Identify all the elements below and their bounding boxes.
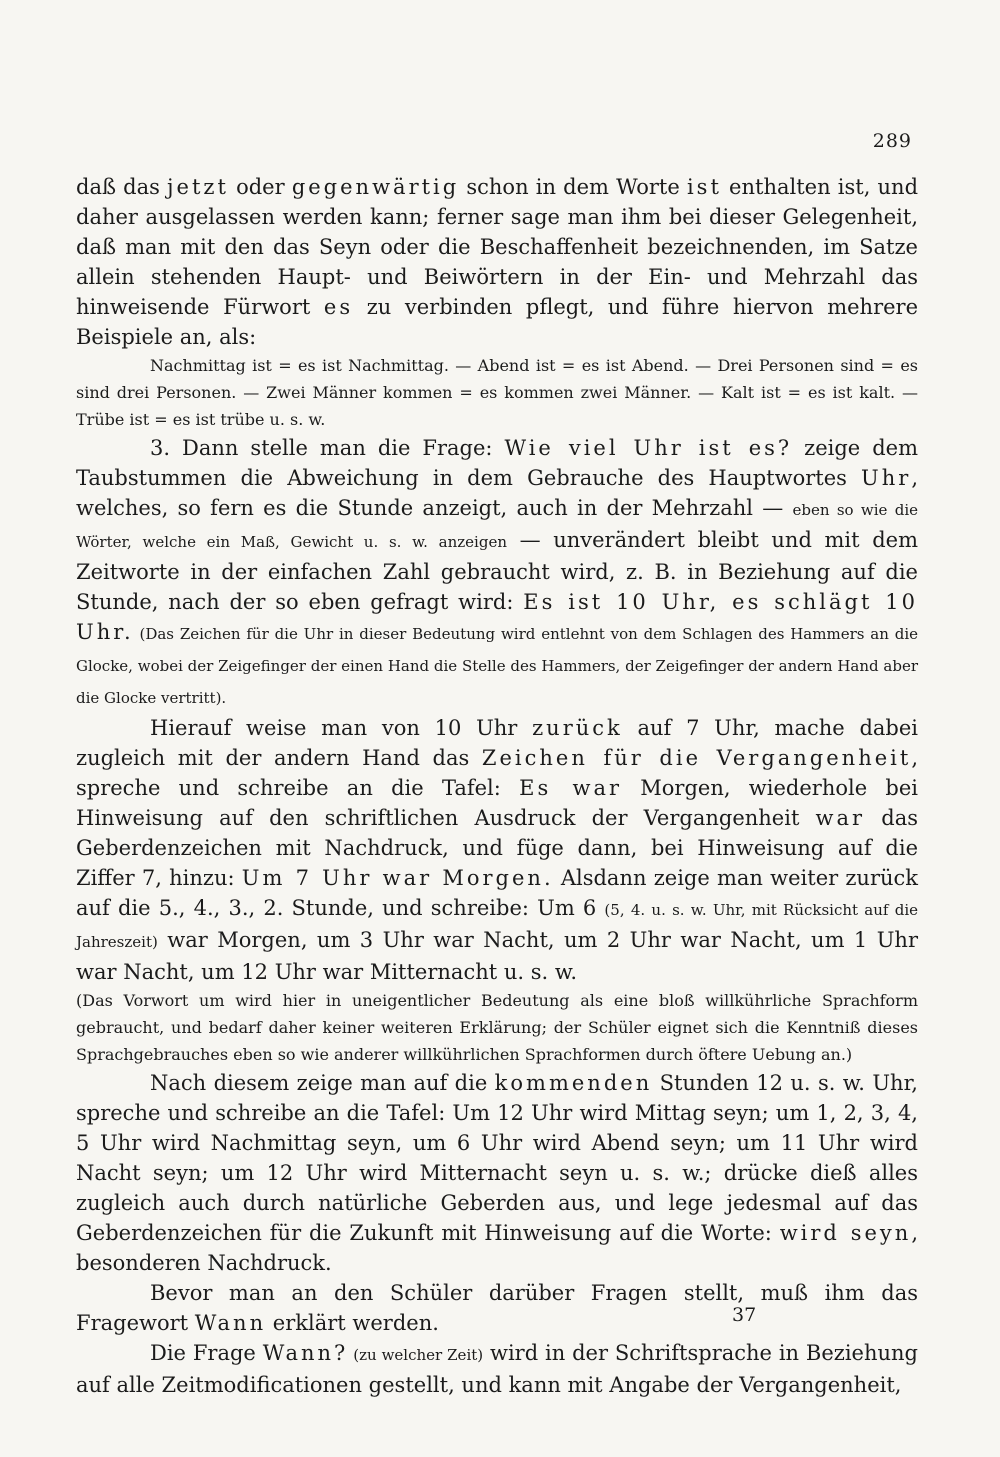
text-run: ; drücke dieß alles zugleich auch durch natürliche Geberden aus, und lege jedesmal auf das Geberdenzeichen für die Zukunft mit Hinweisung auf die Worte:	[76, 1161, 919, 1245]
text-run: zeige dem Taubstummen die Abweichung in dem Gebrauche des Hauptwortes	[76, 436, 919, 490]
small-insert: (Das Zeichen für die Uhr in dieser Bedeutung wird entlehnt von dem Schlagen des Hammers an die Glocke, wobei der Zeigefinger der einen Hand die Stelle des Hammers, der Zeigefinger der andern Hand aber die Glocke vertritt).	[76, 625, 918, 707]
page-body	[76, 172, 918, 1400]
spaced-emphasis: Zeichen für die Vergangenheit	[481, 746, 912, 770]
spaced-emphasis: Wie viel Uhr ist es?	[504, 436, 793, 460]
text-run: — unverändert bleibt und mit dem Zeitworte in der einfachen Zahl gebraucht wird, z. B. in Beziehung auf die Stunde, nach der so eben gefragt wird:	[76, 528, 918, 614]
small-insert: eben so wie die Wörter, welche ein Maß, Gewicht u. s. w. anzeigen	[76, 501, 918, 551]
spaced-emphasis: es	[323, 295, 354, 319]
text-run: war Morgen, um 3 Uhr war Nacht, um 2 Uhr war Nacht, um 1 Uhr war Nacht, um 12 Uhr war Mitternacht u. s. w.	[76, 928, 918, 984]
text-run: Die Frage	[150, 1341, 263, 1365]
text-run: wird in der Schriftsprache in Beziehung auf alle Zeitmodificationen gestellt, und kann mit Angabe der Vergangenheit,	[76, 1341, 918, 1397]
text-run: Hierauf weise man von 10 Uhr	[150, 716, 533, 740]
paragraph-5-note: (Das Vorwort um wird hier in uneigentlicher Bedeutung als eine bloß willkührliche Sprachform gebraucht, und bedarf daher keiner weiteren Erklärung; der Schüler eignet sich die Kenntniß dieses Sprachgebrauches eben so wie anderer willkührlichen Sprachformen durch öftere Uebung an.)	[76, 991, 918, 1064]
text-run: Stunden 12 u. s. w. Uhr, spreche und schreibe an die Tafel:	[76, 1071, 918, 1125]
spaced-emphasis: kommenden	[494, 1071, 653, 1095]
small-insert: (zu welcher Zeit)	[348, 1346, 484, 1364]
text-run: , spreche und schreibe an die Tafel:	[76, 746, 918, 800]
text-run: , besonderen Nachdruck.	[76, 1221, 918, 1275]
paragraph-6	[76, 1068, 918, 1278]
spaced-emphasis: jetzt	[167, 175, 229, 199]
text-run: , welches, so fern es die Stunde anzeigt, auch in der Mehrzahl —	[76, 466, 918, 520]
page-number: 289	[872, 130, 912, 152]
emphasis-run: Um 12 Uhr wird Mittag seyn; um 1, 2, 3, 4, 5 Uhr wird Nachmittag seyn, um 6 Uhr wird Abend seyn; um 11 Uhr wird Nacht seyn; um 12 Uhr wird Mitternacht seyn u. s. w.	[76, 1101, 918, 1185]
paragraph-2-examples: Nachmittag ist = es ist Nachmittag. — Abend ist = es ist Abend. — Drei Personen sind = es sind drei Personen. — Zwei Männer kommen = es kommen zwei Männer. — Kalt ist = es ist kalt. — Trübe ist = es ist trübe u. s. w.	[76, 356, 918, 429]
spaced-emphasis: Es ist 10 Uhr, es schlägt 10 Uhr.	[76, 590, 918, 644]
text-run: das Geberdenzeichen mit Nachdruck, und füge dann, bei Hinweisung auf die Ziffer 7, hinzu:	[76, 806, 918, 890]
text-run: 3. Dann stelle man die Frage:	[150, 436, 505, 460]
paragraph-8	[76, 1338, 918, 1400]
small-insert: (5, 4. u. s. w. Uhr, mit Rücksicht auf die Jahreszeit)	[76, 901, 918, 951]
spaced-emphasis: Uhr	[861, 466, 912, 490]
spaced-emphasis: zurück	[532, 716, 623, 740]
text-run: Nach diesem zeige man auf die	[150, 1071, 495, 1095]
text-run: Alsdann zeige man weiter zurück auf die 5., 4., 3., 2. Stunde, und schreibe: Um 6	[76, 866, 919, 920]
spaced-emphasis: Wann	[194, 1311, 267, 1335]
paragraph-7	[76, 1278, 918, 1338]
text-run: auf 7 Uhr, mache dabei zugleich mit der andern Hand das	[76, 716, 918, 770]
spaced-emphasis: gegenwärtig	[291, 175, 460, 199]
signature-mark: 37	[732, 1304, 757, 1326]
spaced-emphasis: ist	[686, 175, 722, 199]
spaced-emphasis: Es war	[519, 776, 623, 800]
paragraph-4	[76, 713, 918, 987]
text-run: daß das	[76, 175, 168, 199]
text-run: oder	[228, 175, 292, 199]
spaced-emphasis: Um 7 Uhr war Morgen.	[241, 866, 554, 890]
text-run: erklärt werden.	[266, 1311, 439, 1335]
spaced-emphasis: wird seyn	[779, 1221, 912, 1245]
spaced-emphasis: war	[815, 806, 866, 830]
text-run: zu verbinden pflegt, und führe hiervon mehrere Beispiele an, als:	[76, 295, 918, 349]
paragraph-3	[76, 433, 918, 713]
paragraph-1	[76, 172, 918, 352]
text-run: Morgen, wiederhole bei Hinweisung auf den schriftlichen Ausdruck der Vergangenheit	[76, 776, 918, 830]
text-run: enthalten ist, und daher ausgelassen werden kann; ferner sage man ihm bei dieser Gelegenheit, daß man mit den das Seyn oder die Beschaffenheit bezeichnenden, im Satze allein stehenden Haupt- und Beiwörtern in der Ein- und Mehrzahl das hinweisende Fürwort	[76, 175, 919, 319]
text-run: Bevor man an den Schüler darüber Fragen stellt, muß ihm das Fragewort	[76, 1281, 918, 1335]
text-run: schon in dem Worte	[459, 175, 687, 199]
spaced-emphasis: Wann?	[262, 1341, 349, 1365]
